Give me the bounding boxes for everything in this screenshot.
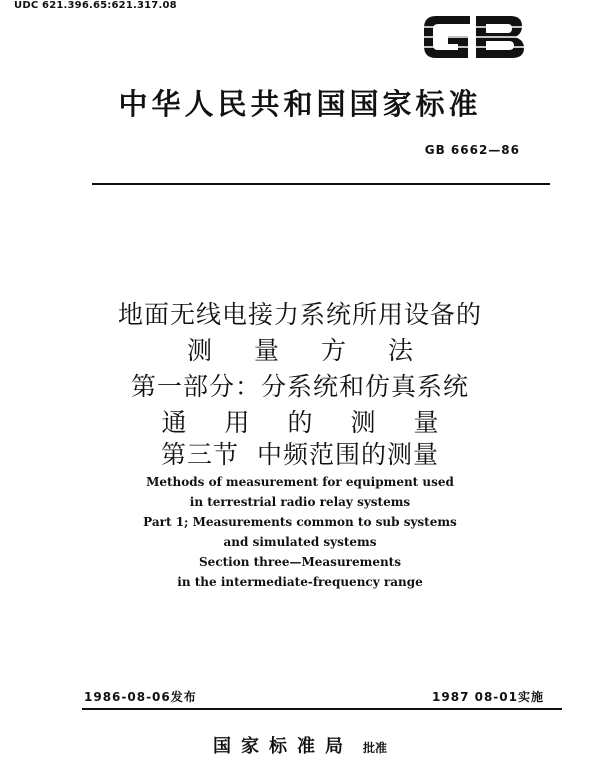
title-cn-line-1: 地面无线电接力系统所用设备的 <box>117 300 482 329</box>
title-cn-line-5: 第三节 中频范围的测量 <box>161 440 439 469</box>
title-cn-line-4 <box>0 408 600 438</box>
implementation-date: 1987 08-01实施 <box>432 690 544 704</box>
gb-logo <box>418 8 528 66</box>
title-cn-line-3: 第一部分：分系统和仿真系统 <box>130 372 469 401</box>
standard-number: GB 6662—86 <box>424 143 520 157</box>
title-en-line-5: Section three—Measurements <box>199 555 401 569</box>
header-divider <box>92 183 550 185</box>
issue-date: 1986-08-06发布 <box>84 690 197 704</box>
title-en-line-2: in terrestrial radio relay systems <box>189 495 411 509</box>
udc-code: UDC 621.396.65:621.317.08 <box>14 0 177 11</box>
standard-title: 中华人民共和国国家标准 <box>118 87 482 121</box>
title-en-line-1: Methods of measurement for equipment used <box>146 475 454 489</box>
title-cn-line-4-text: 通用的测量 <box>161 408 477 437</box>
approval-action: 批准 <box>362 741 387 755</box>
title-en-line-3: Part 1; Measurements common to sub systems <box>143 515 457 529</box>
title-en-line-6: in the intermediate-frequency range <box>177 575 423 589</box>
title-cn-line-2 <box>0 336 600 366</box>
title-cn-line-2-text: 测量方法 <box>186 336 455 365</box>
footer-divider <box>82 708 562 710</box>
approver-name: 国家标准局 <box>212 736 353 757</box>
approver-block <box>0 732 600 758</box>
title-en-line-4: and simulated systems <box>223 535 377 549</box>
